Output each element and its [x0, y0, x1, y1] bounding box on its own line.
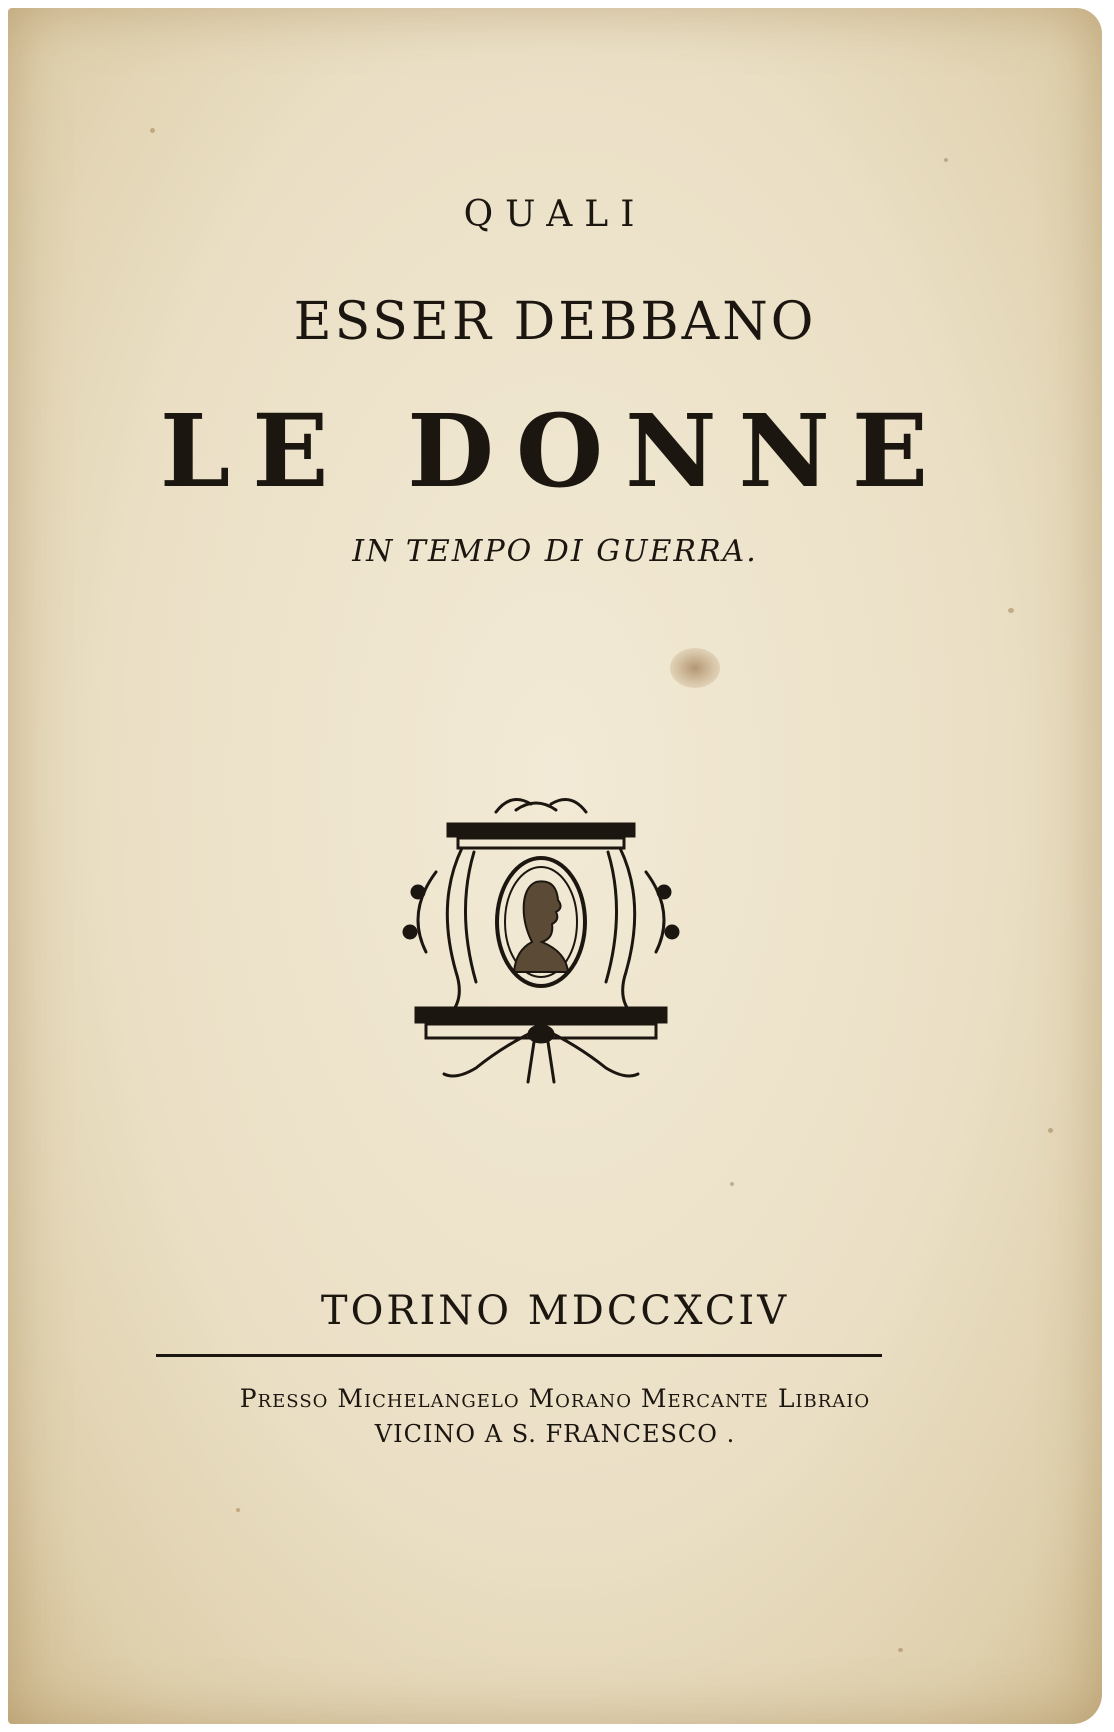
- paper-stain: [670, 648, 720, 688]
- foxing-spot: [1008, 608, 1014, 613]
- title-line-quali: QUALI: [463, 194, 647, 235]
- foxing-spot: [236, 1508, 240, 1512]
- imprint-address: VICINO A S. FRANCESCO .: [374, 1420, 736, 1448]
- subtitle-in-tempo-di-guerra: IN TEMPO DI GUERRA.: [352, 534, 758, 569]
- foxing-spot: [150, 128, 155, 133]
- imprint-place-date: TORINO MDCCXCIV: [320, 1288, 790, 1334]
- title-line-le-donne: LE DONNE: [159, 392, 951, 510]
- title-line-esser-debbano: ESSER DEBBANO: [293, 292, 817, 352]
- imprint-publisher: Presso Michelangelo Morano Mercante Libraio: [239, 1384, 871, 1413]
- foxing-spot: [944, 158, 948, 162]
- portrait-cartouche-vignette-icon: [396, 782, 686, 1088]
- foxing-spot: [1048, 1128, 1053, 1133]
- foxing-spot: [730, 1182, 734, 1186]
- foxing-spot: [898, 1648, 903, 1652]
- book-title-page: [8, 8, 1102, 1724]
- imprint-rule: [156, 1354, 882, 1357]
